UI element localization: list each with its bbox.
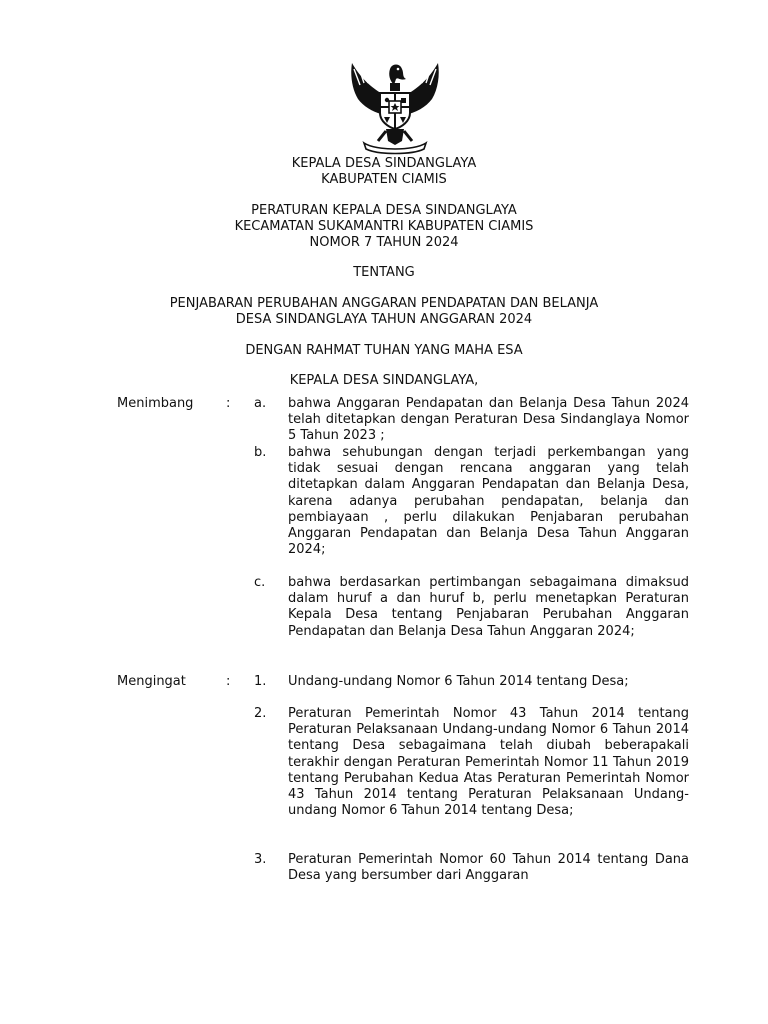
regulation-district: KECAMATAN SUKAMANTRI KABUPATEN CIAMIS: [234, 219, 534, 234]
item-marker: 2.: [254, 706, 267, 721]
item-marker: a.: [254, 396, 267, 411]
mengingat-colon: :: [226, 674, 231, 689]
menimbang-colon: :: [226, 396, 231, 411]
item-text: Peraturan Pemerintah Nomor 43 Tahun 2014 tentang Peraturan Pelaksanaan Undang-undang Nomor 6 Tahun 2014 tentang Desa sebagaimana telah diubah beberapakali terakhir dengan Peraturan Pemerintah Nomor 11 Tahun 2019 tentang Perubahan Kedua Atas Peraturan Pemerintah Nomor 43 Tahun 2014 tentang Peraturan Pelaksanaan Undang-undang Nomor 6 Tahun 2014 tentang Desa;: [288, 706, 689, 819]
item-marker: b.: [254, 445, 267, 460]
item-text: bahwa berdasarkan pertimbangan sebagaimana dimaksud dalam huruf a dan huruf b, perlu menetapkan Peraturan Kepala Desa tentang Penjabaran Perubahan Anggaran Pendapatan dan Belanja Desa Tahun Anggaran 2024;: [288, 575, 689, 639]
item-text: bahwa Anggaran Pendapatan dan Belanja Desa Tahun 2024 telah ditetapkan dengan Peraturan Desa Sindanglaya Nomor 5 Tahun 2023 ;: [288, 396, 689, 444]
item-marker: 3.: [254, 852, 267, 867]
subject-line-2: DESA SINDANGLAYA TAHUN ANGGARAN 2024: [235, 312, 533, 327]
item-marker: 1.: [254, 674, 267, 689]
subject-line-1: PENJABARAN PERUBAHAN ANGGARAN PENDAPATAN DAN BELANJA: [169, 296, 599, 311]
about-heading: TENTANG: [353, 265, 415, 280]
regulation-title: PERATURAN KEPALA DESA SINDANGLAYA: [251, 203, 517, 218]
item-text: Undang-undang Nomor 6 Tahun 2014 tentang Desa;: [288, 674, 629, 689]
regulation-number: NOMOR 7 TAHUN 2024: [309, 235, 459, 250]
item-text: bahwa sehubungan dengan terjadi perkembangan yang tidak sesuai dengan rencana anggaran yang telah ditetapkan dalam Anggaran Pendapatan dan Belanja Desa, karena adanya perubahan pendapatan, belanja dan pembiayaan , perlu dilakukan Penjabaran perubahan Anggaran Pendapatan dan Belanja Desa Tahun Anggaran 2024;: [288, 445, 689, 558]
menimbang-label: Menimbang: [117, 396, 194, 411]
item-text: Peraturan Pemerintah Nomor 60 Tahun 2014 tentang Dana Desa yang bersumber dari Anggaran: [288, 852, 689, 884]
issuer-title: KEPALA DESA SINDANGLAYA,: [289, 373, 479, 388]
item-marker: c.: [254, 575, 266, 590]
header-regency: KABUPATEN CIAMIS: [321, 172, 447, 187]
invocation: DENGAN RAHMAT TUHAN YANG MAHA ESA: [245, 343, 523, 358]
header-office-name: KEPALA DESA SINDANGLAYA: [291, 156, 477, 171]
garuda-emblem-icon: [340, 55, 450, 155]
mengingat-label: Mengingat: [117, 674, 186, 689]
